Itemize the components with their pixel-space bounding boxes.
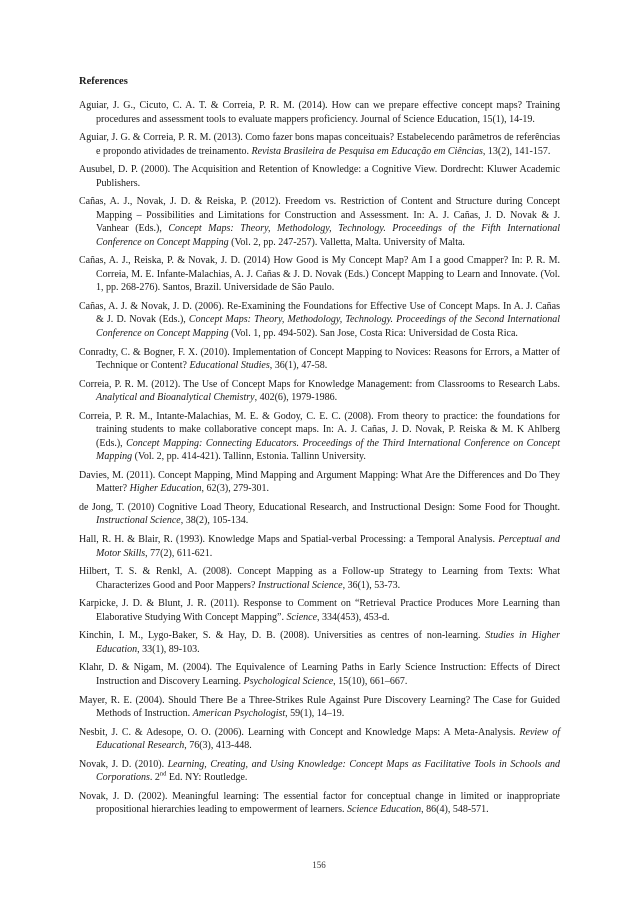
reference-text: de Jong, T. (2010) Cognitive Load Theory, Educational Research, and Instructional Design: Some Food for Thought. <box>79 501 560 513</box>
reference-text: , 62(3), 279-301. <box>201 483 270 495</box>
reference-entry <box>79 501 560 528</box>
reference-entry <box>79 163 560 190</box>
reference-entry <box>79 533 560 560</box>
reference-list <box>79 99 560 822</box>
reference-entry <box>79 346 560 373</box>
reference-entry <box>79 378 560 405</box>
reference-italic-text: Concept Mapping: Connecting Educators. Proceedings of the Third International Conference on Concept Mapping <box>96 437 560 463</box>
reference-text: Karpicke, J. D. & Blunt, J. R. (2011). Response to Comment on “Retrieval Practice Produces More Learning than Elaborative Studying With Concept Mapping”. <box>79 598 560 623</box>
reference-italic-text: Analytical and Bioanalytical Chemistry <box>96 392 255 404</box>
reference-italic-text: American Psychologist <box>192 708 286 719</box>
reference-italic-text: Perceptual and Motor Skills <box>96 534 560 559</box>
reference-italic-text: Revista Brasileira de Pesquisa em Educação em Ciências <box>251 145 483 157</box>
reference-italic-text: Review of Educational Research <box>96 726 560 752</box>
reference-entry <box>79 661 560 688</box>
reference-text: Aguiar, J. G., Cicuto, C. A. T. & Correia, P. R. M. (2014). How can we prepare effective concept maps? Training procedures and assessment tools to evaluate mappers proficiency. Journal of Science Education, 15(1), 14-19. <box>79 100 560 125</box>
reference-entry <box>79 726 560 753</box>
reference-text: , 33(1), 89-103. <box>137 643 200 655</box>
reference-entry <box>79 131 560 158</box>
reference-text: Hilbert, T. S. & Renkl, A. (2008). Concept Mapping as a Follow-up Strategy to Learning from Texts: What Characterizes Good and Poor Mappers? <box>79 566 560 591</box>
reference-entry <box>79 195 560 249</box>
reference-text: , 59(1), 14–19. <box>285 708 345 719</box>
reference-entry <box>79 694 560 721</box>
reference-italic-text: Science Education <box>347 804 422 816</box>
reference-italic-text: Learning, Creating, and Using Knowledge: Concept Maps as Facilitative Tools in Schools and Corporations <box>96 758 560 784</box>
reference-text: , 13(2), 141-157. <box>482 145 551 157</box>
reference-text: Nesbit, J. C. & Adesope, O. O. (2006). Learning with Concept and Knowledge Maps: A Meta-Analysis. <box>79 726 520 738</box>
reference-text: Mayer, R. E. (2004). Should There Be a Three-Strikes Rule Against Pure Discovery Learning? The Case for Guided Methods of Instruction. <box>79 694 560 719</box>
reference-text: Conradty, C. & Bogner, F. X. (2010). Implementation of Concept Mapping to Novices: Reasons for Errors, a Matter of Technique or Content? <box>79 346 560 372</box>
reference-italic-text: Studies in Higher Education <box>96 630 560 655</box>
reference-italic-text: Educational Studies <box>189 360 270 372</box>
reference-text: Cañas, A. J., Reiska, P. & Novak, J. D. (2014) How Good is My Concept Map? Am I a good Cmapper? In: P. R. M. Correia, M. E. Infante-Malachias, A. J. Cañas & J. D. Novak (Eds.) Concept Mapping to Learn and Innovate. (Vol. 1, pp. 268-276). Santos, Brazil. Universidade de São Paulo. <box>79 255 560 294</box>
reference-entry <box>79 300 560 341</box>
reference-text: Aguiar, J. G. & Correia, P. R. M. (2013). Como fazer bons mapas conceituais? Estabelecendo parâmetros de referências e propondo atividades de treinamento. <box>79 132 560 157</box>
reference-text: , 76(3), 413-448. <box>184 740 252 752</box>
reference-text: . 2 <box>149 772 160 784</box>
reference-text: , 334(453), 453-d. <box>317 611 390 623</box>
reference-entry <box>79 790 560 817</box>
reference-entry <box>79 597 560 624</box>
reference-text: Cañas, A. J. & Novak, J. D. (2006). Re-Examining the Foundations for Effective Use of Concept Maps. In A. J. Cañas & J. D. Novak (Eds.), <box>79 300 560 326</box>
reference-text: , 38(2), 105-134. <box>180 515 249 527</box>
reference-text: , 36(1), 47-58. <box>269 360 328 372</box>
page-number: 156 <box>312 860 326 870</box>
reference-entry <box>79 254 560 295</box>
reference-entry <box>79 99 560 126</box>
reference-text: Davies, M. (2011). Concept Mapping, Mind Mapping and Argument Mapping: What Are the Differences and Do They Matter? <box>79 469 560 495</box>
reference-entry <box>79 410 560 464</box>
reference-entry <box>79 629 560 656</box>
reference-text: , 402(6), 1979-1986. <box>254 392 338 404</box>
reference-text: Cañas, A. J., Novak, J. D. & Reiska, P. (2012). Freedom vs. Restriction of Content and Structure during Concept Mapping – Possibilities and Limitations for Construction and Assessment. In: A. J. Cañas, J. D. Novak & J. Vanhear (Eds.), <box>79 196 560 235</box>
reference-text: Correia, P. R. M., Intante-Malachias, M. E. & Godoy, C. E. C. (2008). From theory to practice: the foundations for training students to make collaborative concept maps. In: A. J. Cañas, J. D. Novak, P. Reiska & M. K Ahlberg (Eds.), <box>79 410 560 449</box>
reference-text: , 36(1), 53-73. <box>342 579 401 591</box>
reference-text: (Vol. 2, pp. 414-421). Tallinn, Estonia. Tallinn University. <box>132 451 366 463</box>
reference-italic-text: Higher Education <box>129 483 202 495</box>
reference-entry <box>79 758 560 785</box>
reference-italic-text: Concept Maps: Theory, Methodology, Technology. Proceedings of the Second International Conference on Concept Mapping <box>96 314 560 339</box>
reference-text: (Vol. 2, pp. 247-257). Valletta, Malta. University of Malta. <box>228 236 465 248</box>
reference-text: Ausubel, D. P. (2000). The Acquisition and Retention of Knowledge: a Cognitive View. Dordrecht: Kluwer Academic Publishers. <box>79 164 560 189</box>
reference-italic-text: Science <box>286 611 318 623</box>
reference-entry <box>79 565 560 592</box>
reference-superscript: nd <box>159 770 167 778</box>
reference-italic-text: Concept Maps: Theory, Methodology, Technology. Proceedings of the Fifth International Conference on Concept Mapping <box>96 223 560 248</box>
reference-text: (Vol. 1, pp. 494-502). San Jose, Costa Rica: Universidad de Costa Rica. <box>228 327 518 339</box>
reference-text: , 86(4), 548-571. <box>421 804 489 816</box>
references-heading: References <box>79 76 128 87</box>
reference-italic-text: Psychological Science <box>243 675 334 687</box>
reference-text: , 15(10), 661–667. <box>333 675 408 687</box>
reference-text: Ed. NY: Routledge. <box>166 772 248 784</box>
reference-entry <box>79 469 560 496</box>
reference-text: Hall, R. H. & Blair, R. (1993). Knowledge Maps and Spatial-verbal Processing: a Temporal Analysis. <box>79 534 499 546</box>
reference-text: , 77(2), 611-621. <box>145 547 213 559</box>
reference-text: Correia, P. R. M. (2012). The Use of Concept Maps for Knowledge Management: from Classrooms to Research Labs. <box>79 378 560 390</box>
reference-text: Novak, J. D. (2002). Meaningful learning: The essential factor for conceptual change in limited or inappropriate propositional hierarchies leading to empowerment of learners. <box>79 790 560 816</box>
reference-text: Novak, J. D. (2010). <box>79 758 168 770</box>
reference-italic-text: Instructional Science <box>257 579 343 591</box>
reference-text: Klahr, D. & Nigam, M. (2004). The Equivalence of Learning Paths in Early Science Instruction: Effects of Direct Instruction and Discovery Learning. <box>79 662 560 687</box>
reference-italic-text: Instructional Science <box>96 515 181 527</box>
reference-text: Kinchin, I. M., Lygo-Baker, S. & Hay, D. B. (2008). Universities as centres of non-learning. <box>79 630 486 642</box>
